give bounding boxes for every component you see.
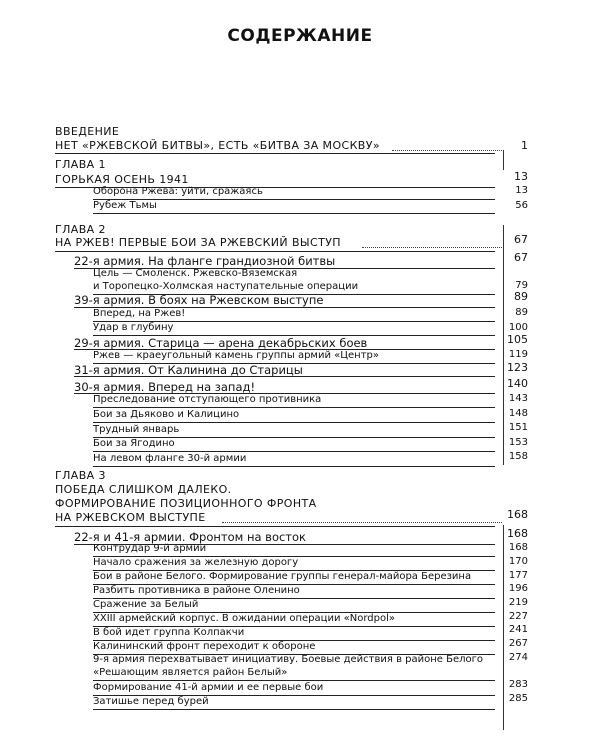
toc-entry[interactable]: Сражение за Белый <box>93 599 199 610</box>
intro-page: 1 <box>521 139 528 152</box>
entry-rule <box>93 451 495 452</box>
toc-entry[interactable]: Преследование отступающего противника <box>93 394 322 405</box>
toc-entry-page: 100 <box>508 322 528 333</box>
entry-rule <box>93 680 495 681</box>
toc-entry[interactable]: Ржев — краеугольный камень группы армий «Центр» <box>93 350 380 361</box>
toc-entry[interactable]: XXIII армейский корпус. В ожидании операции «Nordpol» <box>93 613 395 624</box>
toc-entry-page: 119 <box>508 349 528 360</box>
toc-entry-page: 177 <box>508 570 528 581</box>
toc-entry-page: 151 <box>508 422 528 433</box>
toc-entry[interactable]: и Торопецко-Холмская наступательные операции <box>93 281 359 292</box>
leader-dots <box>392 150 502 151</box>
toc-entry[interactable]: Затишье перед бурей <box>93 696 209 707</box>
toc-entry[interactable]: Цель — Смоленск. Ржевско-Вяземская <box>93 268 298 279</box>
toc-entry-page: 285 <box>508 693 528 704</box>
toc-entry[interactable]: Оборона Ржева: уйти, сражаясь <box>93 186 263 197</box>
toc-entry[interactable]: Начало сражения за железную дорогу <box>93 557 299 568</box>
section-rule <box>55 251 495 252</box>
leader-dots <box>222 522 502 523</box>
entry-rule <box>74 376 495 377</box>
toc-entry-page: 168 <box>507 527 528 540</box>
toc-entry-page: 158 <box>508 451 528 462</box>
toc-entry[interactable]: 22-я армия. На фланге грандиозной битвы <box>74 254 336 268</box>
toc-entry[interactable]: Формирование 41-й армии и ее первые бои <box>93 682 324 693</box>
chapter-1-label[interactable]: ГЛАВА 1 <box>55 158 106 171</box>
toc-entry-page: 267 <box>508 638 528 649</box>
entry-rule <box>93 466 495 467</box>
toc-entry-page: 196 <box>508 583 528 594</box>
toc-entry[interactable]: Трудный январь <box>93 424 180 435</box>
toc-entry-page: 148 <box>508 408 528 419</box>
toc-entry-page: 274 <box>508 652 528 663</box>
toc-entry-page: 105 <box>507 333 528 346</box>
section-rule <box>55 153 495 154</box>
toc-entry-page: 79 <box>515 280 528 291</box>
intro-title[interactable]: НЕТ «РЖЕВСКОЙ БИТВЫ», ЕСТЬ «БИТВА ЗА МОСКВУ» <box>55 139 380 152</box>
toc-entry[interactable]: 22-я и 41-я армии. Фронтом на восток <box>74 530 306 544</box>
chapter-3-title-line-1[interactable]: ПОБЕДА СЛИШКОМ ДАЛЕКО. <box>55 483 232 496</box>
toc-entry-page: 67 <box>514 251 528 264</box>
entry-rule <box>93 709 495 710</box>
chapter-1-title[interactable]: ГОРЬКАЯ ОСЕНЬ 1941 <box>55 173 189 186</box>
toc-entry[interactable]: 39-я армия. В боях на Ржевском выступе <box>74 293 324 307</box>
toc-entry[interactable]: 9-я армия перехватывает инициативу. Боевые действия в районе Белого <box>93 654 484 665</box>
toc-entry[interactable]: Разбить противника в районе Оленино <box>93 585 300 596</box>
toc-entry[interactable]: 30-я армия. Вперед на запад! <box>74 380 256 394</box>
chapter-2-label[interactable]: ГЛАВА 2 <box>55 223 106 236</box>
toc-entry-page: 241 <box>508 624 528 635</box>
chapter-3-title-line-2[interactable]: ФОРМИРОВАНИЕ ПОЗИЦИОННОГО ФРОНТА <box>55 497 317 510</box>
toc-entry[interactable]: Калининский фронт переходит к обороне <box>93 641 316 652</box>
intro-label[interactable]: ВВЕДЕНИЕ <box>55 125 120 138</box>
entry-rule <box>93 407 495 408</box>
toc-entry[interactable]: Бои в районе Белого. Формирование группы генерал-майора Березина <box>93 571 472 582</box>
chapter-3-label[interactable]: ГЛАВА 3 <box>55 469 106 482</box>
toc-entry-page: 153 <box>508 437 528 448</box>
toc-entry-page: 140 <box>507 377 528 390</box>
chapter-3-page: 168 <box>507 508 528 521</box>
toc-entry-page: 89 <box>514 290 528 303</box>
toc-entry[interactable]: 31-я армия. От Калинина до Старицы <box>74 363 303 377</box>
leader-dots <box>362 247 502 248</box>
toc-entry[interactable]: Рубеж Тьмы <box>93 200 157 211</box>
chapter-2-title[interactable]: НА РЖЕВ! ПЕРВЫЕ БОИ ЗА РЖЕВСКИЙ ВЫСТУП <box>55 236 341 249</box>
toc-entry-page: 56 <box>515 200 528 211</box>
toc-entry[interactable]: Бои за Ягодино <box>93 438 175 449</box>
toc-entry-page: 168 <box>508 542 528 553</box>
section-rule <box>55 526 495 527</box>
toc-entry-page: 123 <box>507 361 528 374</box>
entry-rule <box>93 422 495 423</box>
toc-entry[interactable]: 29-я армия. Старица — арена декабрьских боев <box>74 336 368 350</box>
toc-entry-page: 143 <box>508 393 528 404</box>
page-title: СОДЕРЖАНИЕ <box>227 26 373 46</box>
toc-entry-page: 13 <box>515 185 528 196</box>
toc-entry[interactable]: Удар в глубину <box>93 322 174 333</box>
chapter-1-page: 13 <box>514 170 528 183</box>
toc-entry[interactable]: Контрудар 9-й армии <box>93 543 207 554</box>
toc-entry-page: 89 <box>515 307 528 318</box>
chapter-2-page: 67 <box>514 233 528 246</box>
chapter-3-title-line-3[interactable]: НА РЖЕВСКОМ ВЫСТУПЕ <box>55 511 206 524</box>
toc-entry[interactable]: Бои за Дьяково и Калицино <box>93 409 240 420</box>
toc-entry[interactable]: «Решающим является район Белый» <box>93 667 288 678</box>
toc-entry-page: 219 <box>508 597 528 608</box>
toc-entry-page: 170 <box>508 556 528 567</box>
toc-entry[interactable]: В бой идет группа Колпакчи <box>93 627 245 638</box>
toc-entry-page: 227 <box>508 611 528 622</box>
toc-entry[interactable]: Вперед, на Ржев! <box>93 308 186 319</box>
toc-entry-page: 283 <box>508 679 528 690</box>
page-column-divider <box>503 150 504 170</box>
entry-rule <box>93 213 495 214</box>
toc-entry[interactable]: На левом фланге 30-й армии <box>93 453 247 464</box>
